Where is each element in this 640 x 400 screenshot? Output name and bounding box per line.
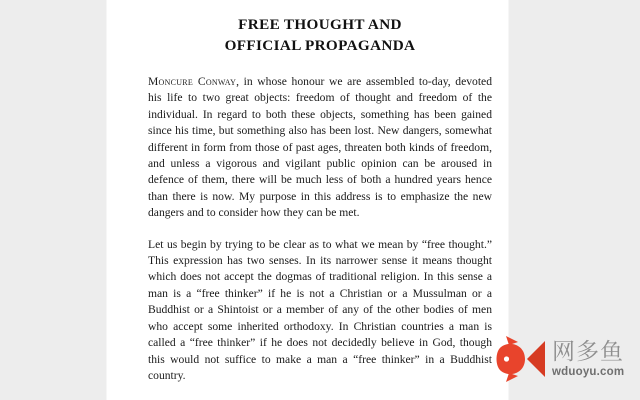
title-line-2: OFFICIAL PROPAGANDA bbox=[224, 36, 416, 54]
paragraph-text: , in whose honour we are assembled to-day, devoted his life to two great objects: freedom of thought and freedom of the individual. In regard to both these objects, something has been gained since his time, but something also has been lost. New dangers, somewhat different in form from those of past ages, threaten both kinds of freedom, and unless a vigorous and vigilant public opinion can be aroused in defence of them, there will be much less of both a hundred years hence than there is now. My purpose in this address is to emphasize the new dangers and to consider how they can be met. bbox=[148, 75, 492, 220]
paragraph-lead-smallcaps: Moncure Conway bbox=[148, 75, 237, 88]
document-title bbox=[148, 15, 492, 56]
watermark-text bbox=[552, 337, 625, 379]
text-column bbox=[148, 0, 492, 400]
paragraph bbox=[148, 237, 492, 385]
paragraph-text: Let us begin by trying to be clear as to what we mean by “free thought.” This expression has two senses. In its narrower sense it means thought which does not accept the dogmas of traditional religion. In this sense a man is a “free thinker” if he is not a Christian or a Mussulman or a Buddhist or a Shintoist or a member of any of the other bodies of men who accept some inherited orthodoxy. In Christian countries a man is called a “free thinker” if he does not decidedly believe in God, though this would not suffice to make a man a “free thinker” in a Buddhist country. bbox=[148, 237, 492, 382]
title-line-1: FREE THOUGHT AND bbox=[238, 16, 402, 33]
watermark bbox=[494, 328, 640, 390]
document-page bbox=[107, 0, 508, 400]
watermark-url: wduoyu.com bbox=[552, 365, 625, 378]
paragraph bbox=[148, 74, 492, 222]
watermark-brand-cn: 网多鱼 bbox=[552, 337, 624, 364]
